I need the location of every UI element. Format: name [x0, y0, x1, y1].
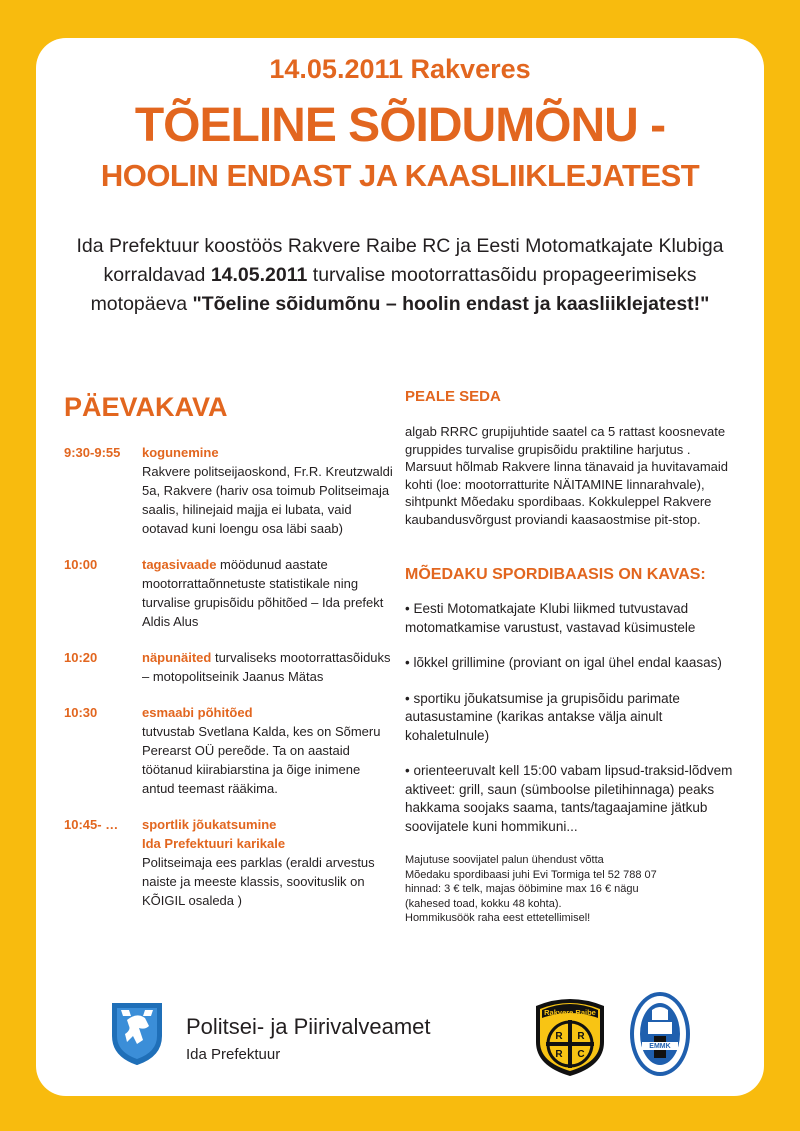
note-line: hinnad: 3 € telk, majas ööbimine max 16 € nägu [405, 883, 639, 895]
main-subtitle: HOOLIN ENDAST JA KAASLIIKLEJATEST [100, 158, 700, 193]
schedule-time: 10:20 [64, 650, 98, 665]
after-heading: PEALE SEDA [405, 388, 501, 405]
police-org-name: Politsei- ja Piirivalveamet [186, 1014, 431, 1039]
schedule-item [64, 555, 394, 631]
schedule-time: 10:45- … [64, 817, 119, 832]
schedule-item [64, 703, 394, 798]
event-date: 14.05.2011 Rakveres [269, 54, 531, 84]
schedule-text: Politseimaja ees parklas (eraldi arvestus naiste ja meeste klassis, soovituslik on KÕIGIL osaleda ) [142, 855, 375, 908]
activity-column [405, 388, 735, 926]
intro-date: 14.05.2011 [210, 264, 308, 286]
schedule-item [64, 648, 394, 686]
bullet-item: • Eesti Motomatkajate Klubi liikmed tutvustavad motomatkamise varustust, vastavad küsimustele [405, 601, 696, 635]
schedule-item [64, 443, 394, 538]
schedule-text: Rakvere politseijaoskond, Fr.R. Kreutzwaldi 5a, Rakvere (hariv osa toimub Politseimaja saalis, hilinejaid majja ei lubata, vaid ootavad kuni loengu osa läbi saab) [142, 464, 393, 536]
note-line: (kahesed toad, kokku 48 kohta). [405, 897, 562, 910]
motomatkajate-klubi-logo [628, 990, 692, 1078]
police-crest-logo [109, 1000, 165, 1066]
main-title: TÕELINE SÕIDUMÕNU - [134, 99, 666, 152]
emk-logo-text: EMMK [649, 1043, 671, 1050]
schedule-time: 10:00 [64, 557, 98, 572]
schedule-title: tagasivaade [142, 557, 217, 572]
schedule-item [64, 815, 394, 910]
after-text: algab RRRC grupijuhtide saatel ca 5 rattast koosnevate gruppides turvalise grupisõidu praktiline harjutus . Marsuut hõlmab Rakvere linna tänavaid ja huvitavamaid kohti (loe: mootorratturite NÄITAMINE linnarahvale), sihtpunkt Mõedaku spordibaas. Kokkuleppel Rakvere kaubandusvõrgust proviandi kaasaostmise pit-stop. [405, 424, 729, 527]
schedule-title-2: Ida Prefektuuri karikale [142, 836, 286, 851]
schedule-title: sportlik jõukatsumine [142, 817, 277, 832]
raibe-letter: R [577, 1031, 585, 1042]
schedule-text: tutvustab Svetlana Kalda, kes on Sõmeru Perearst OÜ pereõde. Ta on aastaid töötanud kiirabiarstina ja õige inimene antud teemast rääkima. [142, 724, 381, 796]
raibe-letter: R [555, 1031, 563, 1042]
schedule-text: turvaliseks mootorrattasõiduks – motopolitseinik Jaanus Mätas [142, 650, 391, 684]
bullet-item: • orienteeruvalt kell 15:00 vabam lipsud-traksid-lõdvem aktiveet: grill, saun (sümboolse piletihinnaga) peaks hakkama soojaks saama, tants/tagaajamine jätkub soovijatele kuni hommikuni... [405, 763, 733, 834]
police-org-sub: Ida Prefektuur [186, 1046, 281, 1063]
raibe-letter: R [555, 1049, 563, 1060]
raibe-logo-text: Rakvere Raibe [544, 1008, 596, 1017]
note-line: Hommikusöök raha eest ettetellimisel! [405, 912, 591, 924]
bullet-item: • sportiku jõukatsumise ja grupisõidu parimate autasustamine (karikas antakse välja ainult kohaletulnule) [405, 690, 680, 743]
schedule-title: esmaabi põhitõed [142, 705, 253, 720]
note-line: Mõedaku spordibaasi juhi Evi Tormiga tel 52 788 07 [405, 868, 657, 881]
rakvere-raibe-logo [530, 992, 610, 1077]
schedule-time: 9:30-9:55 [64, 445, 121, 460]
moedaku-heading: MÕEDAKU SPORDIBAASIS ON KAVAS: [405, 566, 706, 583]
schedule-title: näpunäited [142, 650, 212, 665]
schedule-heading: PÄEVAKAVA [64, 392, 228, 422]
intro-part2: turvalise mootorrattasõidu propageerimiseks motopäeva [90, 264, 697, 315]
note-line: Majutuse soovijatel palun ühendust võtta [405, 854, 604, 866]
schedule-time: 10:30 [64, 705, 98, 720]
intro-part1: Ida Prefektuur koostöös Rakvere Raibe RC ja Eesti Motomatkajate Klubiga korraldavad [76, 235, 724, 286]
intro-paragraph [70, 232, 730, 319]
schedule-column [64, 392, 394, 927]
intro-quote: "Tõeline sõidumõnu – hoolin endast ja kaasliiklejatest!" [192, 293, 710, 315]
raibe-letter: C [577, 1049, 585, 1060]
bullet-item: • lõkkel grillimine (proviant on igal ühel endal kaasas) [405, 655, 722, 670]
schedule-text: möödunud aastate mootorrattaõnnetuste statistikale ning turvalise grupisõidu põhitõed – Ida prefekt Aldis Alus [142, 557, 384, 629]
schedule-title: kogunemine [142, 445, 219, 460]
accommodation-note [405, 853, 735, 926]
